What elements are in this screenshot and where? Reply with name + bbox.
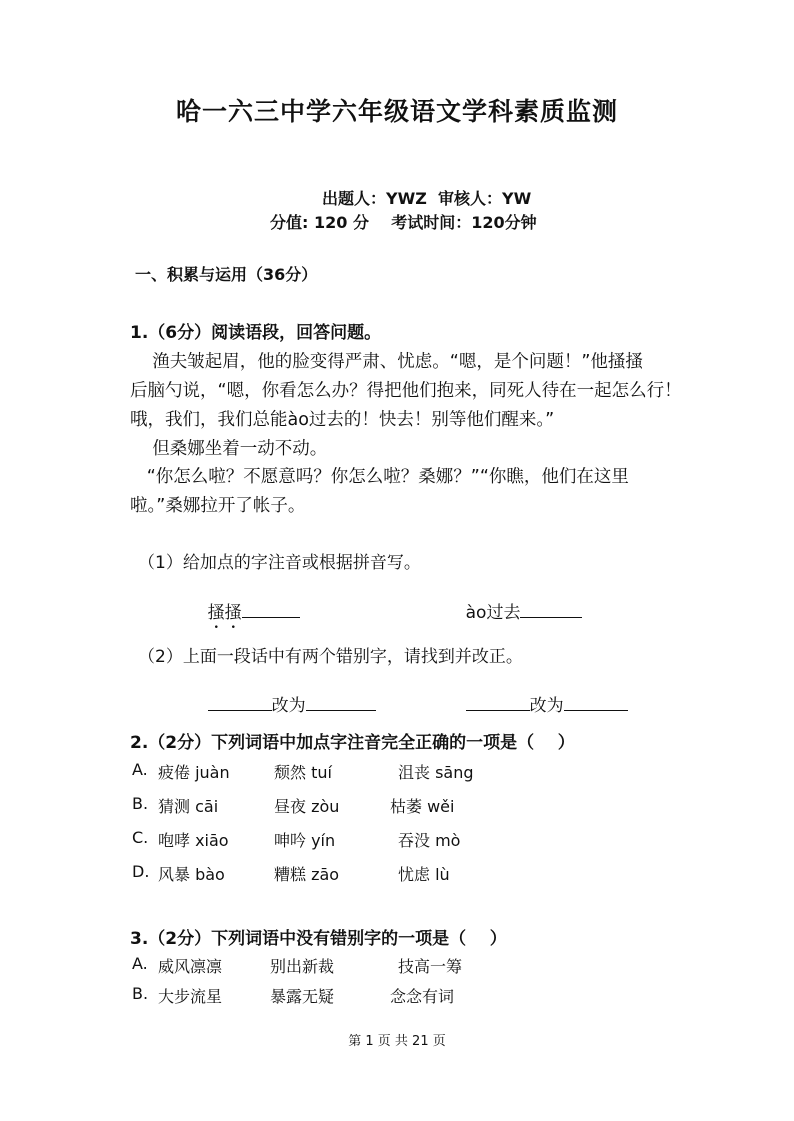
q3-option-a-word2: 别出新裁 — [270, 957, 335, 976]
q2-option-c-word3: 吞没 mò — [398, 831, 461, 850]
answer-blank[interactable] — [520, 616, 582, 618]
q2-option-a-label: A. — [132, 760, 148, 779]
author-info: 出题人：YWZ 审核人：YW — [322, 189, 532, 208]
q1-sub2-item-b — [444, 671, 628, 736]
q1-para2: 但桑娜坐着一动不动。 — [130, 439, 328, 459]
q1-sub2: （2）上面一段话中有两个错别字，请找到并改正。 — [138, 647, 523, 667]
answer-blank[interactable] — [306, 709, 376, 711]
q2-option-d-word3: 忧虑 lù — [398, 865, 450, 884]
q3-stem: 3.（2分）下列词语中没有错别字的一项是（ ） — [130, 929, 507, 949]
q2-option-d-word1: 风暴 bào — [158, 865, 225, 884]
q2-option-b-label: B. — [132, 794, 149, 813]
score-time-info: 分值: 120 分 考试时间：120分钟 — [270, 213, 537, 232]
change-label: 改为 — [529, 696, 564, 716]
q1-sub2-item-a — [186, 671, 376, 736]
q1-sub1-word-a: 搔搔 — [207, 603, 242, 623]
q2-option-d-word2: 糟糕 zāo — [274, 865, 340, 884]
q1-sub1: （1）给加点的字注音或根据拼音写。 — [138, 553, 421, 573]
page-title: 哈一六三中学六年级语文学科素质监测 — [175, 97, 618, 126]
q1-sub1-item-b — [444, 578, 582, 643]
q2-option-d-label: D. — [132, 862, 150, 881]
q1-sub1-word-b: ào过去 — [465, 603, 521, 623]
answer-blank[interactable] — [208, 709, 272, 711]
q3-option-b-word3: 念念有词 — [390, 987, 455, 1006]
q2-option-a-word3: 沮丧 sāng — [398, 763, 474, 782]
q1-para1-line3: 哦，我们，我们总能ào过去的！快去！别等他们醒来。” — [130, 410, 555, 430]
q2-option-b-word1: 猜测 cāi — [158, 797, 219, 816]
q1-para1-line1: 渔夫皱起眉，他的脸变得严肃、忧虑。“嗯，是个问题！”他搔搔 — [130, 352, 643, 372]
answer-blank[interactable] — [466, 709, 530, 711]
q1-para3-line1: “你怎么啦？不愿意吗？你怎么啦？桑娜？”“你瞧，他们在这里 — [130, 467, 629, 487]
change-label: 改为 — [271, 696, 306, 716]
q1-stem: 1.（6分）阅读语段，回答问题。 — [130, 323, 382, 343]
q2-option-c-label: C. — [132, 828, 149, 847]
page-footer: 第 1 页 共 21 页 — [348, 1034, 446, 1049]
q3-option-b-word2: 暴露无疑 — [270, 987, 335, 1006]
q3-option-b-word1: 大步流星 — [158, 987, 223, 1006]
q3-option-a-word1: 威风凛凛 — [158, 957, 223, 976]
answer-blank[interactable] — [242, 616, 300, 618]
q1-para3-line2: 啦。”桑娜拉开了帐子。 — [130, 496, 306, 516]
answer-blank[interactable] — [564, 709, 628, 711]
q2-option-c-word2: 呻吟 yín — [274, 831, 336, 850]
q3-option-a-label: A. — [132, 954, 148, 973]
q2-option-b-word2: 昼夜 zòu — [274, 797, 340, 816]
q3-option-a-word3: 技高一筹 — [398, 957, 463, 976]
q3-option-b-label: B. — [132, 984, 149, 1003]
section-heading: 一、积累与运用（36分） — [135, 265, 318, 284]
q2-stem: 2.（2分）下列词语中加点字注音完全正确的一项是（ ） — [130, 733, 575, 753]
q2-option-c-word1: 咆哮 xiāo — [158, 831, 229, 850]
q2-option-b-word3: 枯萎 wěi — [390, 797, 455, 816]
q2-option-a-word2: 颓然 tuí — [274, 763, 332, 782]
q2-option-a-word1: 疲倦 juàn — [158, 763, 230, 782]
q1-para1-line2: 后脑勺说，“嗯，你看怎么办？得把他们抱来，同死人待在一起怎么行！ — [130, 381, 682, 401]
